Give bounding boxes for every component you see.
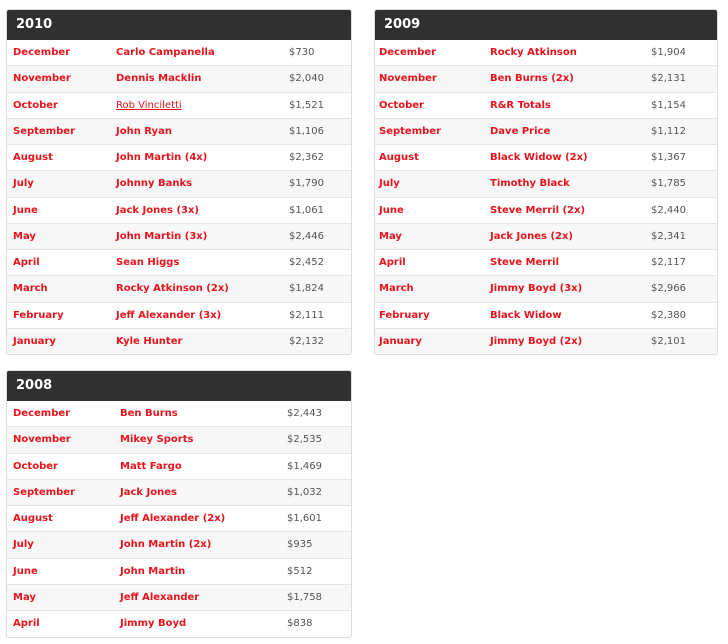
handicapper-name-link[interactable]: Timothy Black xyxy=(490,178,570,190)
handicapper-name-link[interactable]: Johnny Banks xyxy=(116,178,193,190)
month-link[interactable]: October xyxy=(379,99,424,111)
month-link[interactable]: May xyxy=(13,230,36,242)
table-row xyxy=(375,198,717,224)
handicapper-name-link[interactable]: Jack Jones xyxy=(120,486,177,498)
winnings-amount: $1,032 xyxy=(287,486,322,498)
handicapper-name-link[interactable]: Dave Price xyxy=(490,125,551,137)
month-link[interactable]: August xyxy=(13,513,53,524)
winnings-amount: $935 xyxy=(287,539,313,551)
winnings-amount: $1,521 xyxy=(289,99,324,111)
handicapper-name-link[interactable]: Carlo Campanella xyxy=(116,47,215,58)
table-row xyxy=(7,66,351,92)
handicapper-name-link[interactable]: Jimmy Boyd xyxy=(120,618,187,629)
winnings-amount: $2,111 xyxy=(289,309,324,321)
handicapper-name-link[interactable]: Dennis Macklin xyxy=(116,73,202,85)
handicapper-name-link[interactable]: John Martin xyxy=(120,565,186,577)
month-link[interactable]: February xyxy=(13,309,64,321)
month-link[interactable]: January xyxy=(13,335,56,347)
month-link[interactable]: September xyxy=(13,125,75,137)
winners-list xyxy=(375,40,717,355)
month-link[interactable]: June xyxy=(13,204,38,216)
table-row xyxy=(7,145,351,171)
month-link[interactable]: May xyxy=(13,591,36,603)
handicapper-name-link[interactable]: John Martin (4x) xyxy=(116,152,208,163)
handicapper-name-link[interactable]: Jimmy Boyd (3x) xyxy=(490,283,583,295)
month-link[interactable]: November xyxy=(13,434,71,446)
table-row xyxy=(7,276,351,302)
table-row xyxy=(7,119,351,145)
table-row xyxy=(7,250,351,276)
winnings-amount: $512 xyxy=(287,565,313,577)
winnings-amount: $1,469 xyxy=(287,460,322,472)
winnings-amount: $2,535 xyxy=(287,434,322,446)
handicapper-name-link[interactable]: Rocky Atkinson (2x) xyxy=(116,283,229,295)
winnings-amount: $1,061 xyxy=(289,204,324,216)
handicapper-name-link[interactable]: Mikey Sports xyxy=(120,434,194,446)
month-link[interactable]: May xyxy=(379,230,402,242)
handicapper-name-link[interactable]: Steve Merril xyxy=(490,257,559,268)
panel-2008 xyxy=(6,370,352,638)
winnings-amount: $1,106 xyxy=(289,125,324,137)
table-row xyxy=(375,276,717,302)
month-link[interactable]: October xyxy=(13,99,58,111)
winnings-amount: $2,446 xyxy=(289,230,324,242)
month-link[interactable]: October xyxy=(13,460,58,472)
table-row xyxy=(375,224,717,250)
winnings-amount: $1,824 xyxy=(289,283,324,295)
handicapper-name-link[interactable]: Kyle Hunter xyxy=(116,335,183,347)
winnings-amount: $1,601 xyxy=(287,513,322,524)
month-link[interactable]: July xyxy=(379,178,400,190)
handicapper-name-link[interactable]: John Martin (3x) xyxy=(116,230,208,242)
winnings-amount: $1,790 xyxy=(289,178,324,190)
month-link[interactable]: February xyxy=(379,309,430,321)
handicapper-name-link[interactable]: Jimmy Boyd (2x) xyxy=(490,335,583,347)
month-link[interactable]: December xyxy=(13,408,71,419)
table-row xyxy=(7,611,351,637)
winnings-amount: $2,452 xyxy=(289,257,324,268)
month-link[interactable]: July xyxy=(13,178,34,190)
handicapper-name-link[interactable]: Black Widow (2x) xyxy=(490,152,588,163)
table-row xyxy=(375,303,717,329)
table-row xyxy=(7,198,351,224)
month-link[interactable]: September xyxy=(379,125,441,137)
month-link[interactable]: November xyxy=(13,73,71,85)
winnings-amount: $2,380 xyxy=(651,309,686,321)
panel-title: 2008 xyxy=(7,371,351,401)
table-row xyxy=(7,585,351,611)
table-row xyxy=(7,329,351,355)
winnings-amount: $2,101 xyxy=(651,335,686,347)
winnings-amount: $2,132 xyxy=(289,335,324,347)
month-link[interactable]: April xyxy=(379,257,406,268)
table-row xyxy=(7,559,351,585)
winnings-amount: $2,440 xyxy=(651,204,686,216)
handicapper-name-link[interactable]: Black Widow xyxy=(490,309,562,321)
panel-2010 xyxy=(6,9,352,355)
handicapper-name-link[interactable]: Steve Merril (2x) xyxy=(490,204,586,216)
table-row xyxy=(7,480,351,506)
handicapper-name-link[interactable]: Jack Jones (2x) xyxy=(490,230,574,242)
handicapper-name-link[interactable]: Rob Vinciletti xyxy=(116,99,182,111)
table-row xyxy=(7,40,351,66)
table-row xyxy=(375,119,717,145)
table-row xyxy=(375,93,717,119)
handicapper-name-link[interactable]: Jeff Alexander (3x) xyxy=(116,309,222,321)
handicapper-name-link[interactable]: Jack Jones (3x) xyxy=(116,204,200,216)
month-link[interactable]: June xyxy=(379,204,404,216)
table-row xyxy=(7,93,351,119)
winnings-amount: $2,040 xyxy=(289,73,324,85)
winnings-amount: $2,131 xyxy=(651,73,686,85)
winnings-amount: $730 xyxy=(289,47,315,58)
month-link[interactable]: July xyxy=(13,539,34,551)
winnings-amount: $2,362 xyxy=(289,152,324,163)
winnings-amount: $1,112 xyxy=(651,125,686,137)
table-row xyxy=(7,427,351,453)
month-link[interactable]: August xyxy=(379,152,419,163)
month-link[interactable]: August xyxy=(13,152,53,163)
handicapper-name-link[interactable]: John Martin (2x) xyxy=(120,539,212,551)
table-row xyxy=(7,506,351,532)
handicapper-name-link[interactable]: Ben Burns (2x) xyxy=(490,73,574,85)
handicapper-name-link[interactable]: Rocky Atkinson xyxy=(490,47,577,58)
table-row xyxy=(7,532,351,558)
table-row xyxy=(7,303,351,329)
month-link[interactable]: March xyxy=(379,283,414,295)
winners-list xyxy=(7,40,351,355)
table-row xyxy=(375,145,717,171)
month-link[interactable]: April xyxy=(13,257,40,268)
month-link[interactable]: June xyxy=(13,565,38,577)
month-link[interactable]: September xyxy=(13,486,75,498)
winnings-amount: $2,341 xyxy=(651,230,686,242)
month-link[interactable]: November xyxy=(379,73,437,85)
winnings-amount: $1,904 xyxy=(651,47,686,58)
table-row xyxy=(7,171,351,197)
panel-2009 xyxy=(374,9,718,355)
table-row xyxy=(375,250,717,276)
winners-list xyxy=(7,401,351,637)
handicapper-name-link[interactable]: R&R Totals xyxy=(490,99,551,111)
month-link[interactable]: April xyxy=(13,618,40,629)
table-row xyxy=(7,401,351,427)
handicapper-name-link[interactable]: Matt Fargo xyxy=(120,460,182,472)
handicapper-name-link[interactable]: Ben Burns xyxy=(120,408,178,419)
winnings-amount: $1,785 xyxy=(651,178,686,190)
month-link[interactable]: December xyxy=(13,47,71,58)
handicapper-name-link[interactable]: Jeff Alexander xyxy=(120,591,200,603)
table-row xyxy=(375,329,717,355)
panel-title: 2009 xyxy=(375,10,717,40)
winnings-amount: $2,117 xyxy=(651,257,686,268)
month-link[interactable]: March xyxy=(13,283,48,295)
handicapper-name-link[interactable]: Sean Higgs xyxy=(116,257,180,268)
winnings-amount: $2,966 xyxy=(651,283,686,295)
table-row xyxy=(375,171,717,197)
handicapper-name-link[interactable]: Jeff Alexander (2x) xyxy=(120,513,226,524)
winnings-amount: $1,154 xyxy=(651,99,686,111)
winnings-amount: $838 xyxy=(287,618,313,629)
month-link[interactable]: January xyxy=(379,335,422,347)
winnings-amount: $1,367 xyxy=(651,152,686,163)
table-row xyxy=(375,66,717,92)
table-row xyxy=(375,40,717,66)
winnings-amount: $1,758 xyxy=(287,591,322,603)
panel-title: 2010 xyxy=(7,10,351,40)
month-link[interactable]: December xyxy=(379,47,437,58)
table-row xyxy=(7,454,351,480)
handicapper-name-link[interactable]: John Ryan xyxy=(116,125,172,137)
winnings-amount: $2,443 xyxy=(287,408,322,419)
table-row xyxy=(7,224,351,250)
